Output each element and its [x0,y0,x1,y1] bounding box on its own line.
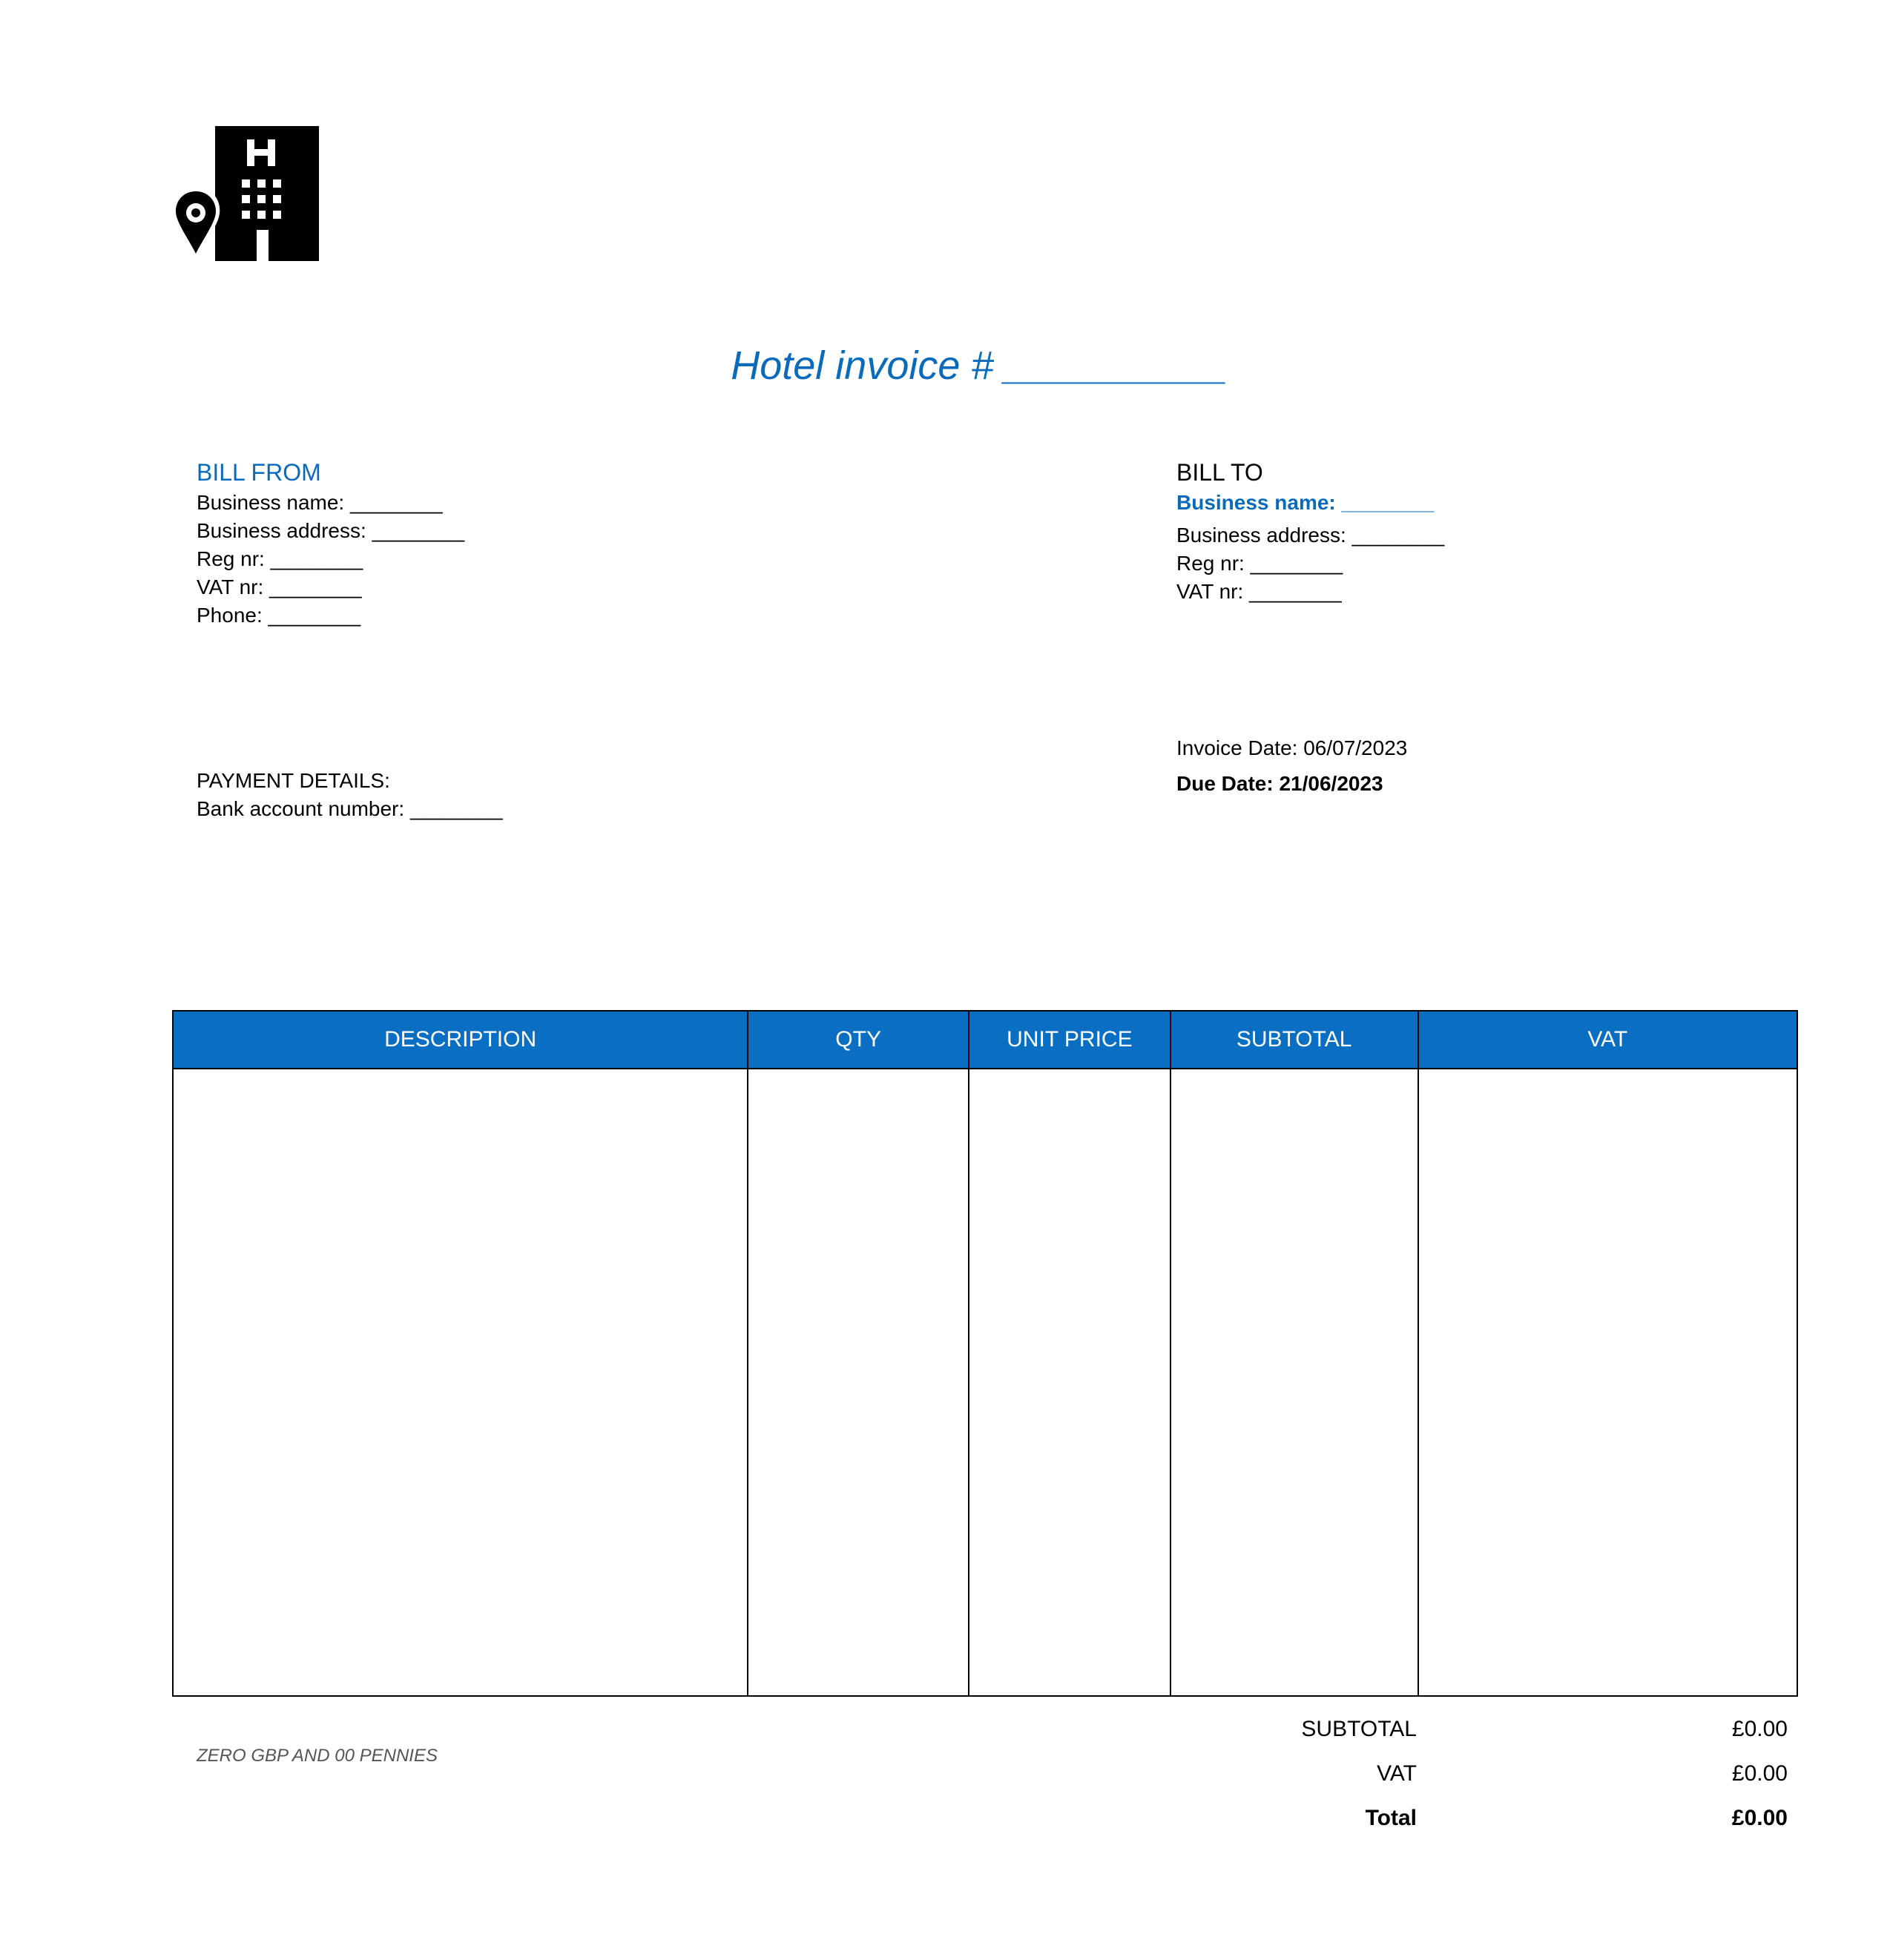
subtotal-cell [1170,1069,1418,1696]
bill-to-reg-nr: Reg nr: ________ [1176,552,1343,575]
bill-from-business-name: Business name: ________ [197,491,443,514]
line-items-table [172,1010,1798,1697]
description-cell [173,1069,748,1696]
bill-from-section [197,456,464,630]
bill-to-section [1176,456,1444,606]
total-row [1261,1796,1788,1841]
due-date: Due Date: 21/06/2023 [1176,772,1383,795]
bill-from-business-address: Business address: ________ [197,519,465,542]
column-header-subtotal: SUBTOTAL [1170,1011,1418,1069]
unit-price-cell [969,1069,1170,1696]
subtotal-value: £0.00 [1731,1717,1788,1741]
vat-value: £0.00 [1731,1761,1788,1786]
bill-from-heading: BILL FROM [197,459,321,486]
column-header-qty: QTY [748,1011,969,1069]
table-row [173,1069,1797,1696]
invoice-date: Invoice Date: 06/07/2023 [1176,736,1408,759]
vat-row [1261,1752,1788,1796]
hotel-building-location-icon [171,126,319,261]
vat-cell [1418,1069,1797,1696]
totals-section [1261,1707,1788,1841]
invoice-dates [1176,730,1407,802]
bill-from-phone: Phone: ________ [197,604,361,627]
bill-from-vat-nr: VAT nr: ________ [197,575,362,598]
invoice-title: Hotel invoice # __________ [731,343,1228,388]
qty-cell [748,1069,969,1696]
bank-account-number: Bank account number: ________ [197,797,503,820]
bill-from-reg-nr: Reg nr: ________ [197,547,363,570]
bill-to-business-name: Business name: ________ [1176,491,1435,514]
total-label: Total [1365,1806,1417,1830]
column-header-unit-price: UNIT PRICE [969,1011,1170,1069]
total-value: £0.00 [1731,1806,1788,1830]
amount-in-words: ZERO GBP AND 00 PENNIES [197,1746,438,1766]
table-header-row [173,1011,1797,1069]
column-header-description: DESCRIPTION [173,1011,748,1069]
payment-details-heading: PAYMENT DETAILS: [197,769,390,792]
subtotal-row [1261,1707,1788,1752]
column-header-vat: VAT [1418,1011,1797,1069]
bill-to-business-address: Business address: ________ [1176,524,1445,547]
payment-details [197,767,503,823]
bill-to-heading: BILL TO [1176,459,1263,486]
vat-label: VAT [1377,1761,1417,1786]
subtotal-label: SUBTOTAL [1301,1717,1417,1741]
bill-to-vat-nr: VAT nr: ________ [1176,580,1342,603]
